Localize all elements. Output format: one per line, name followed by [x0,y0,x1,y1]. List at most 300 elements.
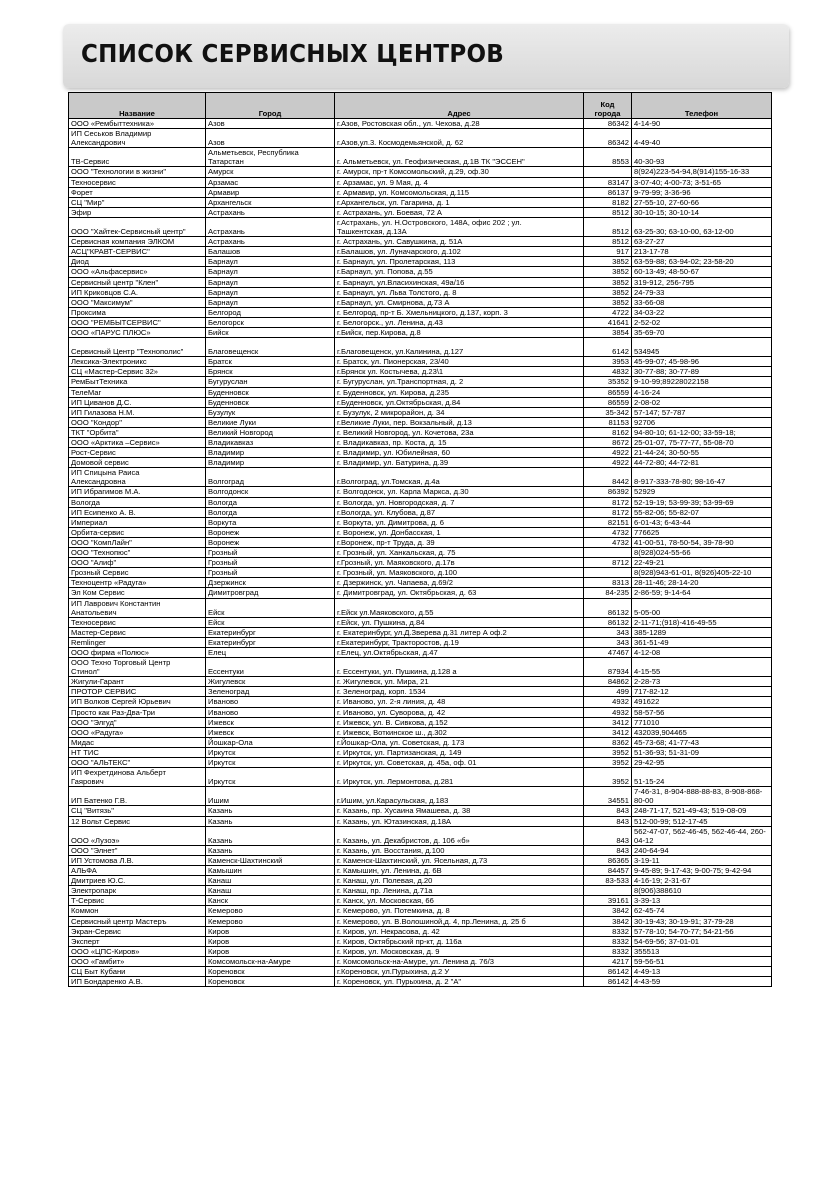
cell-city: Кемерово [206,916,335,926]
cell-address: г.Ейск ул.Маяковского, д.55 [335,598,584,617]
cell-city-code: 86137 [584,187,632,197]
cell-address: г.Бийск, пер.Кирова, д.8 [335,327,584,337]
table-row [69,845,772,855]
cell-address: г. Великий Новгород, ул. Кочетова, 23а [335,427,584,437]
cell-name: ИП Фехретдинова Альберт Гаярович [69,768,206,787]
cell-city: Киров [206,936,335,946]
cell-name: ИП Лаврович Константин Анатольевич [69,598,206,617]
cell-name: Коммон [69,906,206,916]
cell-city: Арзамас [206,177,335,187]
cell-address: г.Грозный, ул. Маяковского, д.17в [335,558,584,568]
cell-city: Ейск [206,598,335,617]
cell-phone: 52-19-19; 53-99-39; 53-99-69 [632,497,772,507]
cell-name: ООО «Лузоэ» [69,826,206,845]
cell-city-code: 4732 [584,537,632,547]
cell-city-code: 86132 [584,617,632,627]
cell-name: Империал [69,517,206,527]
cell-phone: 63-25-30; 63-10-00, 63-12-00 [632,217,772,236]
cell-name: Экран-Сервис [69,926,206,936]
cell-address: г. Зеленоград, корп. 1534 [335,687,584,697]
cell-city-code: 86142 [584,977,632,987]
cell-address: г.Ишим, ул.Карасульская, д.183 [335,787,584,806]
cell-city-code: 3952 [584,768,632,787]
service-centers-table [68,92,772,987]
cell-city-code: 86132 [584,598,632,617]
table-row [69,717,772,727]
cell-name: ООО «ПАРУС ПЛЮС» [69,327,206,337]
cell-city-code: 4932 [584,707,632,717]
cell-address: г. Кемерово, ул. В.Волошиной,д. 4, пр.Ленина, д. 25 б [335,916,584,926]
cell-city-code: 8332 [584,936,632,946]
table-row [69,517,772,527]
cell-address: г. Буденновск, ул. Кирова, д.235 [335,387,584,397]
cell-name: СЦ "Мир" [69,197,206,207]
cell-name: СЦ «Мастер-Сервис 32» [69,367,206,377]
cell-city: Барнаул [206,257,335,267]
cell-name: Грозный Сервис [69,568,206,578]
table-row [69,207,772,217]
cell-name: ООО "Кондор" [69,417,206,427]
cell-name: ИП Циванов Д.С. [69,397,206,407]
cell-name: ИП Батенко Г.В. [69,787,206,806]
cell-city-code: 8672 [584,438,632,448]
table-row [69,747,772,757]
table-row [69,257,772,267]
cell-city: Великий Новгород [206,427,335,437]
cell-address: г. Киров, ул. Некрасова, д. 42 [335,926,584,936]
table-row [69,727,772,737]
cell-name: ООО "РЕМБЫТСЕРВИС" [69,317,206,327]
cell-city: Ессентуки [206,658,335,677]
cell-name: ИП Бондаренко А.В. [69,977,206,987]
cell-city: Кореновск [206,977,335,987]
cell-city-code: 8172 [584,507,632,517]
table-row [69,906,772,916]
table-row [69,658,772,677]
cell-name: Мидас [69,737,206,747]
cell-address: г.Вологда, ул. Клубова, д.87 [335,507,584,517]
cell-city: Канаш [206,886,335,896]
cell-city: Белгород [206,307,335,317]
table-row [69,558,772,568]
cell-phone: 4-49-13 [632,966,772,976]
table-row [69,537,772,547]
table-row [69,598,772,617]
table-row [69,936,772,946]
cell-address: г. Канаш, пр. Ленина, д.71а [335,886,584,896]
cell-city-code: 343 [584,637,632,647]
cell-city: Вологда [206,507,335,517]
cell-city-code: 3412 [584,717,632,727]
cell-city: Бузулук [206,407,335,417]
table-row [69,737,772,747]
cell-name: Эксперт [69,936,206,946]
table-row [69,387,772,397]
table-row [69,886,772,896]
cell-city-code: 4922 [584,458,632,468]
cell-phone: 2-52-02 [632,317,772,327]
cell-phone: 25-01-07, 75-77-77, 55-08-70 [632,438,772,448]
cell-name: Эл Ком Сервис [69,588,206,598]
cell-name: ООО "Элгуд" [69,717,206,727]
cell-name: ООО "КомпЛайн" [69,537,206,547]
cell-city-code: 843 [584,826,632,845]
cell-address: г. Казань, ул. Декабристов, д. 106 «б» [335,826,584,845]
table-row [69,866,772,876]
cell-address: г. Астрахань, ул. Савушкина, д. 51А [335,237,584,247]
cell-name: ИП Есипенко А. В. [69,507,206,517]
cell-city-code: 86559 [584,387,632,397]
table-row [69,237,772,247]
cell-city-code: 35-342 [584,407,632,417]
cell-name: ООО "Элнет" [69,845,206,855]
service-centers-table-wrap [68,92,771,987]
cell-phone: 45-99-07; 45-98-96 [632,357,772,367]
table-row [69,297,772,307]
cell-phone: 94-80-10; 61-12-00; 33-59-18; [632,427,772,437]
cell-name: ООО "АЛЬТЕКС" [69,758,206,768]
cell-city-code: 3952 [584,747,632,757]
cell-city: Ишим [206,787,335,806]
cell-city-code: 4832 [584,367,632,377]
cell-phone: 8(924)223-54-94,8(914)155-16-33 [632,167,772,177]
cell-phone: 4-16-24 [632,387,772,397]
cell-city: Барнаул [206,297,335,307]
cell-phone: 9-10-99;89228022158 [632,377,772,387]
cell-name: ИП Спицына Раиса Александровна [69,468,206,487]
cell-phone: 4-16-19; 2-31-67 [632,876,772,886]
cell-name: СЦ "Витязь" [69,806,206,816]
table-row [69,855,772,865]
cell-city-code: 84457 [584,866,632,876]
cell-address: г.Азов,ул.3. Космодемьянской, д. 62 [335,129,584,148]
cell-city: Воронеж [206,537,335,547]
cell-phone: 491622 [632,697,772,707]
cell-phone: 54-69-56; 37-01-01 [632,936,772,946]
table-row [69,487,772,497]
cell-phone: 3-19-11 [632,855,772,865]
cell-name: Сервисный Центр "Технополис" [69,338,206,357]
cell-name: ООО "Хайтек-Сервисный центр" [69,217,206,236]
cell-city: Киров [206,946,335,956]
cell-address: г. Армавир, ул. Комсомольская, д.115 [335,187,584,197]
cell-city: Армавир [206,187,335,197]
cell-address: г.Барнаул, ул. Попова, д.55 [335,267,584,277]
cell-city-code: 82151 [584,517,632,527]
cell-city-code: 3852 [584,287,632,297]
cell-name: Эфир [69,207,206,217]
cell-address: г. Димитровград, ул. Октябрьская, д. 63 [335,588,584,598]
cell-city: Киров [206,926,335,936]
cell-phone: 5-05-00 [632,598,772,617]
cell-phone: 534945 [632,338,772,357]
cell-name: Вологда [69,497,206,507]
cell-phone: 24-79-33 [632,287,772,297]
cell-phone: 30-19-43; 30-19-91; 37-79-28 [632,916,772,926]
cell-city-code: 8553 [584,148,632,167]
cell-address: г.Елец, ул.Октябрьская, д.47 [335,647,584,657]
cell-address: г.Воронеж, пр-т Труда, д. 39 [335,537,584,547]
table-row [69,677,772,687]
cell-phone: 8(928)024-55-66 [632,548,772,558]
cell-phone: 240-64-94 [632,845,772,855]
cell-phone: 29-42-95 [632,758,772,768]
cell-address: г. Барнаул, ул. Льва Толстого, д. 8 [335,287,584,297]
cell-name: ТВ-Сервис [69,148,206,167]
column-header-name: Название [69,93,206,119]
cell-city-code: 3852 [584,277,632,287]
cell-address: г.Брянск ул. Костычева, д.23\1 [335,367,584,377]
cell-city: Ижевск [206,727,335,737]
cell-city-code: 8172 [584,497,632,507]
cell-address: г. Амурск, пр-т Комсомольский, д.29, оф.30 [335,167,584,177]
table-row [69,307,772,317]
cell-city: Волгодонск [206,487,335,497]
cell-address: г. Казань, пр. Хусаина Ямашева, д. 38 [335,806,584,816]
cell-city: Астрахань [206,207,335,217]
cell-city: Белогорск [206,317,335,327]
table-row [69,697,772,707]
cell-city-code: 4722 [584,307,632,317]
cell-city-code: 8162 [584,427,632,437]
cell-city: Жигулевск [206,677,335,687]
cell-address: г. Белогорск., ул. Ленина, д.43 [335,317,584,327]
cell-phone: 2-08-02 [632,397,772,407]
cell-address: г. Канаш, ул. Полевая, д.20 [335,876,584,886]
table-row [69,647,772,657]
cell-name: ПРОТОР СЕРВИС [69,687,206,697]
cell-city-code: 6142 [584,338,632,357]
cell-city-code: 35352 [584,377,632,387]
table-row [69,129,772,148]
table-row [69,177,772,187]
cell-city: Грозный [206,558,335,568]
cell-name: Проксима [69,307,206,317]
cell-city-code: 8332 [584,926,632,936]
table-row [69,916,772,926]
cell-city: Иваново [206,707,335,717]
table-row [69,568,772,578]
cell-city-code: 3854 [584,327,632,337]
cell-phone: 21-44-24; 30-50-55 [632,448,772,458]
cell-address: г. Казань, ул. Восстания, д.100 [335,845,584,855]
cell-name: ИП Сеськов Владимир Александрович [69,129,206,148]
cell-address: г.Архангельск, ул. Гагарина, д. 1 [335,197,584,207]
cell-phone: 2-11-71;(918)-416-49-55 [632,617,772,627]
table-row [69,397,772,407]
cell-name: НТ ТИС [69,747,206,757]
cell-city-code: 86365 [584,855,632,865]
cell-name: Техносервис [69,177,206,187]
cell-city: Балашов [206,247,335,257]
cell-city-code: 86142 [584,966,632,976]
table-row [69,966,772,976]
cell-address: г.Барнаул, ул. Смирнова, д.73 А [335,297,584,307]
cell-phone: 30-10-15; 30-10-14 [632,207,772,217]
cell-phone: 8(906)388610 [632,886,772,896]
cell-city-code: 81153 [584,417,632,427]
cell-address: г. Ижевск, Воткинское ш., д.302 [335,727,584,737]
table-row [69,816,772,826]
table-row [69,267,772,277]
cell-city-code: 3952 [584,758,632,768]
cell-address: г.Волгоград, ул.Томская, д.4а [335,468,584,487]
table-row [69,438,772,448]
table-row [69,287,772,297]
cell-phone: 4-15-55 [632,658,772,677]
cell-city-code: 8512 [584,207,632,217]
table-row [69,768,772,787]
table-row [69,527,772,537]
table-row [69,826,772,845]
cell-phone: 4-12-08 [632,647,772,657]
cell-phone: 28-11-46; 28-14-20 [632,578,772,588]
cell-phone: 51-36-93; 51-31-09 [632,747,772,757]
cell-city: Азов [206,119,335,129]
cell-address: г. Иркутск, ул. Советская, д. 45а, оф. 01 [335,758,584,768]
cell-phone: 3-39-13 [632,896,772,906]
cell-city-code [584,886,632,896]
cell-city-code: 843 [584,816,632,826]
cell-phone: 432039,904465 [632,727,772,737]
cell-city: Воронеж [206,527,335,537]
cell-city: Канск [206,896,335,906]
cell-name: Лексика-Электроникс [69,357,206,367]
cell-address: г.Азов, Ростовская обл., ул. Чехова, д.28 [335,119,584,129]
page-title: СПИСОК СЕРВИСНЫХ ЦЕНТРОВ [81,39,505,68]
table-row [69,707,772,717]
cell-city: Великие Луки [206,417,335,427]
cell-city-code: 343 [584,627,632,637]
cell-address: г. Жигулевск, ул. Мира, 21 [335,677,584,687]
cell-phone: 4-43-59 [632,977,772,987]
cell-name: Жигули-Гарант [69,677,206,687]
cell-address: г. Екатеринбург, ул.Д.Зверева д.31 литер А оф.2 [335,627,584,637]
table-row [69,946,772,956]
cell-city-code [584,167,632,177]
cell-name: Техносервис [69,617,206,627]
cell-city: Брянск [206,367,335,377]
cell-name: Дмитриев Ю.С. [69,876,206,886]
cell-city-code: 8182 [584,197,632,207]
cell-address: г. Иваново, ул. Суворова, д. 42 [335,707,584,717]
cell-name: Электропарк [69,886,206,896]
table-row [69,458,772,468]
cell-name: СЦ Быт Кубани [69,966,206,976]
cell-phone: 63-27-27 [632,237,772,247]
table-row [69,876,772,886]
cell-name: Просто как Раз-Два-Три [69,707,206,717]
cell-phone: 9-45-89; 9-17-43; 9-00-75; 9-42-94 [632,866,772,876]
cell-address: г. Астрахань, ул. Боевая, 72 А [335,207,584,217]
cell-phone: 62-45-74 [632,906,772,916]
cell-name: ООО «Гамбит» [69,956,206,966]
cell-city-code: 86559 [584,397,632,407]
column-header-city-code: Код города [584,93,632,119]
cell-address: г. Барнаул, ул.Власихинская, 49а/16 [335,277,584,287]
cell-address: г. Белгород, пр-т Б. Хмельницкого, д.137, корп. 3 [335,307,584,317]
cell-city-code: 843 [584,806,632,816]
cell-phone: 33-66-08 [632,297,772,307]
cell-city-code: 47467 [584,647,632,657]
cell-name: Диод [69,257,206,267]
cell-name: РемБытТехника [69,377,206,387]
cell-city: Астрахань [206,217,335,236]
cell-phone: 59-56-51 [632,956,772,966]
cell-city: Ейск [206,617,335,627]
cell-address: г. Бугуруслан, ул.Транспортная, д. 2 [335,377,584,387]
column-header-city: Город [206,93,335,119]
table-row [69,758,772,768]
cell-phone: 6-01-43; 6-43-44 [632,517,772,527]
cell-city-code [584,568,632,578]
cell-name: АСЦ"КРАВТ-СЕРВИС" [69,247,206,257]
cell-name: ООО "Максимум" [69,297,206,307]
cell-city: Каменск-Шахтинский [206,855,335,865]
cell-address: г.Кореновск, ул.Пурыхина, д.2 У [335,966,584,976]
cell-address: г. Дзержинск, ул. Чапаева, д.69/2 [335,578,584,588]
cell-name: ООО Техно Торговый Центр Стинол" [69,658,206,677]
table-row [69,427,772,437]
cell-name: Сервисная компания ЭЛКОМ [69,237,206,247]
cell-phone: 34-03-22 [632,307,772,317]
cell-address: г.Великие Луки, пер. Вокзальный, д.13 [335,417,584,427]
cell-city: Зеленоград [206,687,335,697]
cell-address: г. Грозный, ул. Маяковского, д.100 [335,568,584,578]
cell-city: Кореновск [206,966,335,976]
cell-phone: 562-47-07, 562-46-45, 562-46-44, 260- 04-12 [632,826,772,845]
cell-address: г. Камышин, ул. Ленина, д. 6В [335,866,584,876]
cell-city: Йошкар-Ола [206,737,335,747]
cell-phone: 361-51-49 [632,637,772,647]
cell-city: Архангельск [206,197,335,207]
cell-address: г. Владимир, ул. Батурина, д.39 [335,458,584,468]
cell-city: Вологда [206,497,335,507]
table-row [69,148,772,167]
cell-address: г. Вологда, ул. Новгородская, д. 7 [335,497,584,507]
header-row [69,93,772,119]
cell-phone: 7-46-31, 8-904-888-88-83, 8-908-868- 80-00 [632,787,772,806]
table-row [69,507,772,517]
table-row [69,448,772,458]
table-row [69,806,772,816]
cell-phone: 58-57-56 [632,707,772,717]
title-banner [63,24,789,88]
table-row [69,187,772,197]
table-body [69,119,772,987]
cell-city: Димитровград [206,588,335,598]
cell-name: ИП Гилазова Н.М. [69,407,206,417]
table-row [69,637,772,647]
cell-phone: 52929 [632,487,772,497]
cell-city: Бийск [206,327,335,337]
cell-name: Форет [69,187,206,197]
cell-city-code: 8712 [584,558,632,568]
cell-city: Грозный [206,548,335,558]
cell-address: г. Волгодонск, ул. Карла Маркса, д.30 [335,487,584,497]
cell-address: г. Братск, ул. Пионерская, 23/40 [335,357,584,367]
cell-name: ООО «Рембыттехника» [69,119,206,129]
cell-city: Кемерово [206,906,335,916]
cell-city-code: 83147 [584,177,632,187]
cell-phone: 44-72-80; 44-72-81 [632,458,772,468]
cell-city-code: 8442 [584,468,632,487]
cell-address: г. Канск, ул. Московская, 66 [335,896,584,906]
table-row [69,317,772,327]
cell-phone: 60-13-49; 48-50-67 [632,267,772,277]
cell-city: Дзержинск [206,578,335,588]
cell-address: г.Ейск, ул. Пушкина, д.84 [335,617,584,627]
